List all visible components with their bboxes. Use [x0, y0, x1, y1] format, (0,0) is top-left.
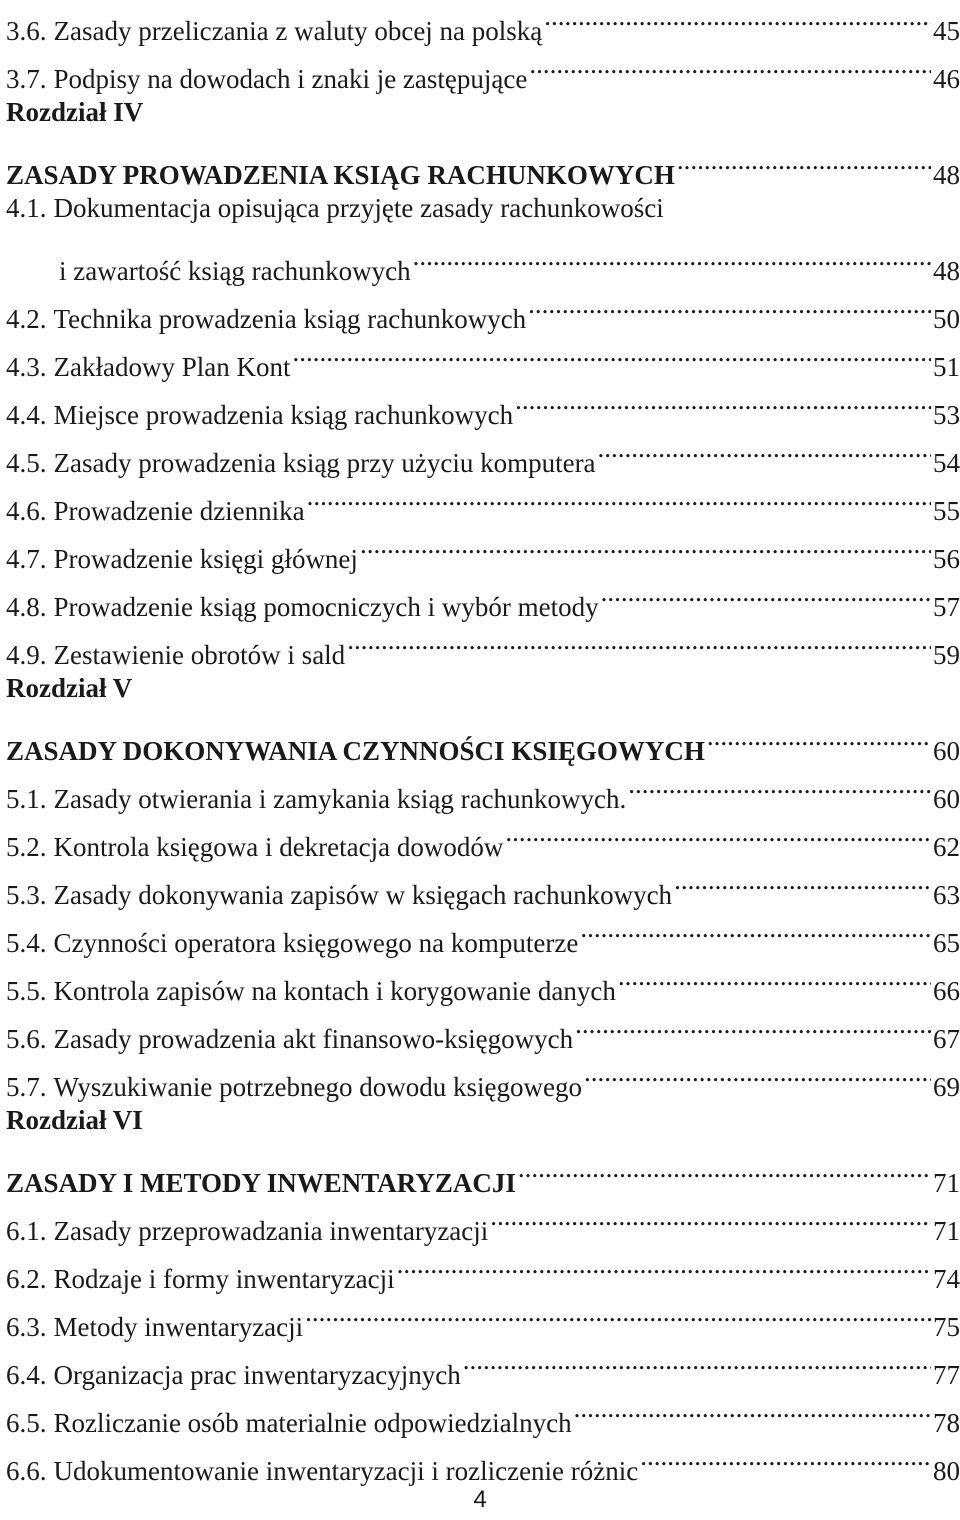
entry-number: 5.1. [6, 784, 47, 814]
entry-page: 45 [933, 16, 960, 46]
entry-page: 56 [933, 544, 960, 574]
entry-page: 53 [933, 400, 960, 430]
entry-number: 5.5. [6, 976, 47, 1006]
entry-page: 66 [933, 976, 960, 1006]
entry-page: 60 [933, 784, 960, 814]
entry-number: 4.7. [6, 544, 47, 574]
dot-leader [529, 40, 931, 88]
entry-number: 6.2. [6, 1264, 47, 1294]
entry-title: Udokumentowanie inwentaryzacji i rozliczenie różnic [53, 1456, 639, 1486]
entry-number: 6.6. [6, 1456, 47, 1486]
entry-number: 6.3. [6, 1312, 47, 1342]
dot-leader [674, 856, 931, 904]
dot-leader [307, 472, 931, 520]
dot-leader [505, 808, 931, 856]
toc-entry[interactable] [6, 0, 960, 46]
dot-leader [601, 568, 931, 616]
dot-leader [347, 616, 931, 664]
dot-leader [490, 1192, 931, 1240]
toc-entry-chapter-title[interactable] [6, 1144, 960, 1198]
entry-title: Dokumentacja opisująca przyjęte zasady rachunkowości [53, 193, 664, 223]
entry-title: Rodzaje i formy inwentaryzacji [53, 1264, 395, 1294]
entry-page: 63 [933, 880, 960, 910]
dot-leader [544, 0, 931, 40]
entry-page: 50 [933, 304, 960, 334]
entry-title: Zasady prowadzenia ksiąg przy użyciu komputera [53, 448, 596, 478]
entry-title: Zasady otwierania i zamykania ksiąg rachunkowych. [53, 784, 627, 814]
table-of-contents [6, 0, 960, 1486]
dot-leader [707, 712, 931, 760]
entry-page: 62 [933, 832, 960, 862]
entry-page: 74 [933, 1264, 960, 1294]
dot-leader [528, 280, 931, 328]
entry-number: 4.4. [6, 400, 47, 430]
entry-page: 65 [933, 928, 960, 958]
entry-title: Organizacja prac inwentaryzacyjnych [53, 1360, 461, 1390]
entry-page: 60 [933, 736, 960, 766]
dot-leader [292, 328, 931, 376]
toc-entry[interactable] [6, 184, 960, 232]
entry-title: Kontrola księgowa i dekretacja dowodów [53, 832, 504, 862]
page-number: 4 [473, 1486, 487, 1513]
entry-page: 48 [933, 160, 960, 190]
dot-leader [628, 760, 931, 808]
entry-page: 55 [933, 496, 960, 526]
entry-page: 77 [933, 1360, 960, 1390]
entry-title: i zawartość ksiąg rachunkowych [59, 256, 411, 286]
entry-page: 67 [933, 1024, 960, 1054]
entry-page: 71 [933, 1168, 960, 1198]
entry-page: 48 [933, 256, 960, 286]
entry-page: 51 [933, 352, 960, 382]
entry-title: Prowadzenie ksiąg pomocniczych i wybór metody [53, 592, 599, 622]
entry-page: 78 [933, 1408, 960, 1438]
entry-number: 3.6. [6, 16, 47, 46]
entry-page: 54 [933, 448, 960, 478]
toc-entry-chapter-title[interactable] [6, 136, 960, 190]
dot-leader [677, 136, 931, 184]
entry-title: Technika prowadzenia ksiąg rachunkowych [53, 304, 527, 334]
entry-number: 4.6. [6, 496, 47, 526]
entry-title: Podpisy na dowodach i znaki je zastępujące [53, 64, 528, 94]
entry-number: 5.7. [6, 1072, 47, 1102]
entry-page: 71 [933, 1216, 960, 1246]
dot-leader [575, 1000, 931, 1048]
entry-number: 4.3. [6, 352, 47, 382]
entry-number: 4.2. [6, 304, 47, 334]
entry-title: Zasady prowadzenia akt finansowo-księgowych [53, 1024, 574, 1054]
entry-page: 69 [933, 1072, 960, 1102]
dot-leader [580, 904, 931, 952]
dot-leader [518, 1144, 931, 1192]
entry-number: 5.2. [6, 832, 47, 862]
entry-title: Miejsce prowadzenia ksiąg rachunkowych [53, 400, 514, 430]
chapter-label: Rozdział VI [6, 1105, 143, 1135]
entry-number: 5.4. [6, 928, 47, 958]
entry-title: Wyszukiwanie potrzebnego dowodu księgowego [53, 1072, 582, 1102]
entry-page: 46 [933, 64, 960, 94]
dot-leader [463, 1336, 931, 1384]
chapter-label: Rozdział IV [6, 97, 144, 127]
toc-entry-chapter-title[interactable] [6, 712, 960, 766]
entry-title: Rozliczanie osób materialnie odpowiedzialnych [53, 1408, 572, 1438]
entry-number: 5.3. [6, 880, 47, 910]
chapter-label: Rozdział V [6, 673, 133, 703]
toc-entry-continuation[interactable] [6, 232, 960, 286]
entry-number: 6.5. [6, 1408, 47, 1438]
dot-leader [360, 520, 931, 568]
entry-title: Kontrola zapisów na kontach i korygowanie danych [53, 976, 616, 1006]
entry-title: Prowadzenie dziennika [53, 496, 305, 526]
dot-leader [305, 1288, 931, 1336]
dot-leader [515, 376, 931, 424]
entry-title: ZASADY I METODY INWENTARYZACJI [6, 1168, 516, 1198]
entry-number: 4.8. [6, 592, 47, 622]
entry-number: 3.7. [6, 64, 47, 94]
entry-title: Czynności operatora księgowego na komputerze [53, 928, 579, 958]
entry-title: Zakładowy Plan Kont [53, 352, 291, 382]
entry-title: ZASADY DOKONYWANIA CZYNNOŚCI KSIĘGOWYCH [6, 736, 705, 766]
entry-title: Zasady przeprowadzania inwentaryzacji [53, 1216, 489, 1246]
entry-page: 80 [933, 1456, 960, 1486]
entry-page: 75 [933, 1312, 960, 1342]
entry-title: ZASADY PROWADZENIA KSIĄG RACHUNKOWYCH [6, 160, 675, 190]
dot-leader [413, 232, 931, 280]
entry-title: Prowadzenie księgi głównej [53, 544, 358, 574]
dot-leader [618, 952, 931, 1000]
entry-number: 4.5. [6, 448, 47, 478]
entry-page: 59 [933, 640, 960, 670]
entry-number: 6.1. [6, 1216, 47, 1246]
entry-title: Metody inwentaryzacji [53, 1312, 304, 1342]
entry-number: 6.4. [6, 1360, 47, 1390]
dot-leader [640, 1432, 931, 1480]
entry-title: Zestawienie obrotów i sald [53, 640, 346, 670]
dot-leader [574, 1384, 931, 1432]
dot-leader [397, 1240, 931, 1288]
entry-page: 57 [933, 592, 960, 622]
dot-leader [584, 1048, 931, 1096]
dot-leader [598, 424, 931, 472]
entry-title: Zasady przeliczania z waluty obcej na polską [53, 16, 543, 46]
entry-number: 4.9. [6, 640, 47, 670]
entry-title: Zasady dokonywania zapisów w księgach rachunkowych [53, 880, 673, 910]
entry-number: 4.1. [6, 193, 47, 223]
entry-number: 5.6. [6, 1024, 47, 1054]
